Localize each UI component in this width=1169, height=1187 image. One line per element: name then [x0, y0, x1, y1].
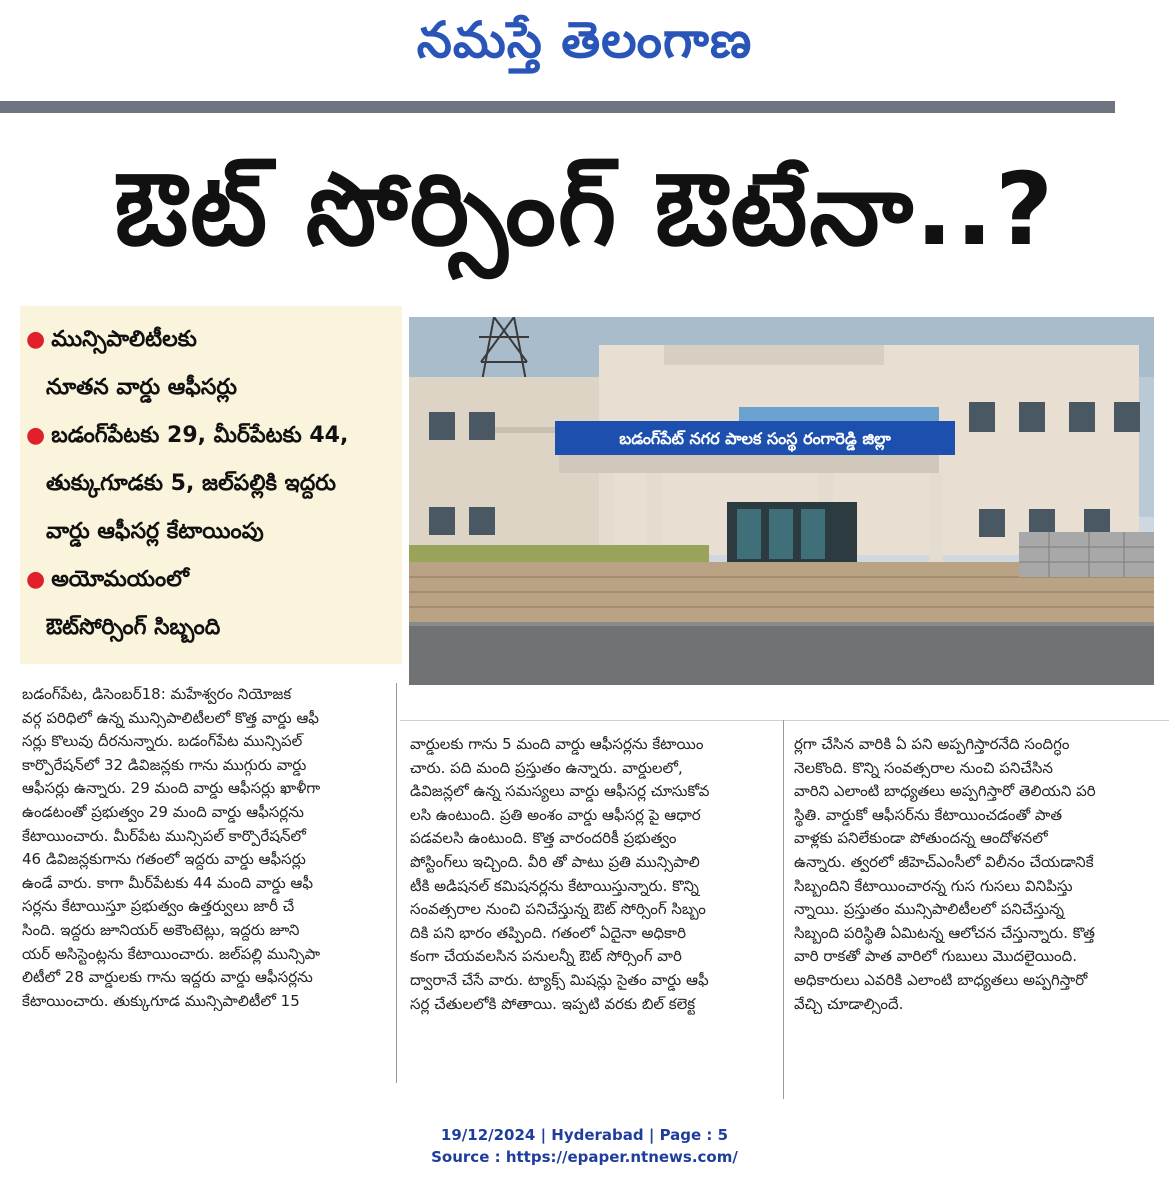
article-line: వార్డులకు గాను 5 మంది వార్డు ఆఫీసర్లను కేటాయిం	[410, 735, 704, 753]
article-line: టీకి అడిషనల్ కమిషనర్లను కేటాయిస్తున్నారు. కొన్ని	[410, 876, 699, 895]
article-line: ఆఫీసర్లు ఉన్నారు. 29 మంది వార్డు ఆఫీసర్లు ఖాళీగా	[22, 779, 321, 798]
highlight-item: నూతన వార్డు ఆఫీసర్లు	[46, 375, 238, 400]
article-line: సర్లను కేటాయిస్తూ ప్రభుత్వం ఉత్తర్వులు జారీ చే	[22, 897, 295, 916]
highlights-box	[20, 306, 402, 664]
article-line: బడంగ్‌పేట, డిసెంబర్18: మహేశ్వరం నియోజక	[22, 685, 292, 703]
highlight-item: ● మున్సిపాలిటీలకు	[26, 327, 197, 352]
article-line: 46 డివిజన్లకుగాను గతంలో ఇద్దరు వార్డు ఆఫీసర్లు	[22, 850, 306, 869]
column-divider	[783, 720, 784, 1100]
article-line: కేటాయించారు. తుక్కుగూడ మున్సిపాలిటీలో 15	[22, 991, 300, 1010]
article-line: సర్ల చేతులలోకి పోతాయి. ఇప్పటి వరకు బిల్ కలెక్ట	[410, 994, 696, 1013]
masthead-divider	[0, 101, 1115, 113]
page-bottom-mask	[0, 1099, 1169, 1123]
article-line: స్థితి. వార్డుకో ఆఫీసర్‌ను కేటాయించడంతో పాత	[794, 805, 1063, 824]
article-line: వర్గ పరిధిలో ఉన్న మున్సిపాలిటీలలో కొత్త వార్డు ఆఫీ	[22, 708, 319, 727]
highlight-item: వార్డు ఆఫీసర్ల కేటాయింపు	[46, 519, 264, 544]
photo-divider	[400, 720, 1169, 721]
article-line: ర్లగా చేసిన వారికి ఏ పని అప్పగిస్తారనేది సందిగ్ధం	[794, 735, 1070, 753]
article-line: యర్ అసిస్టెంట్లను కేటాయించారు. జల్‌పల్లి మున్సిపా	[22, 944, 321, 963]
article-line: కేటాయించారు. మీర్‌పేట మున్సిపల్ కార్పొరేషన్‌లో	[22, 826, 306, 845]
article-column-1	[22, 683, 384, 1013]
article-line: అధికారులు ఎవరికి ఎలాంటి బాధ్యతలు అప్పగిస్తారో	[794, 970, 1088, 989]
article-line: వాళ్లకు పనిలేకుండా పోతుందన్న ఆందోళనలో	[794, 829, 1048, 848]
article-line: వారిని ఎలాంటి బాధ్యతలు అప్పగిస్తారో తెలియని పరి	[794, 782, 1096, 801]
bullet-icon: ●	[26, 327, 46, 352]
column-divider	[396, 683, 397, 1083]
article-line: సిబ్బందిని కేటాయించారన్న గుస గుసలు వినిపిస్తు	[794, 876, 1073, 895]
article-line: నెలకొంది. కొన్ని సంవత్సరాల నుంచి పనిచేసిన	[794, 758, 1053, 777]
highlight-item: ● అయోమయంలో	[26, 567, 189, 592]
article-line: వేచ్చి చూడాల్సిందే.	[794, 994, 904, 1013]
bullet-icon: ●	[26, 567, 46, 592]
article-column-2	[410, 733, 770, 1016]
highlight-item: ● బడంగ్‌పేటకు 29, మీర్‌పేటకు 44,	[26, 423, 349, 448]
article-line: పోస్టింగ్‌లు ఇచ్చింది. వీరి తో పాటు ప్రతి మున్సిపాలి	[410, 852, 700, 871]
article-line: సర్లు కొలువు దీరనున్నారు. బడంగ్‌పేట మున్సిపల్	[22, 732, 303, 751]
building-sign-text: బడంగ్‌పేట్ నగర పాలక సంస్థ రంగారెడ్డి జిల్లా	[619, 429, 891, 448]
article-line: పడవలసి ఉంటుంది. కొత్త వారందరికీ ప్రభుత్వం	[410, 829, 677, 848]
highlight-item: తుక్కుగూడకు 5, జల్‌పల్లికి ఇద్దరు	[46, 471, 336, 496]
article-line: ఉండే వారు. కాగా మీర్‌పేటకు 44 మంది వార్డు ఆఫీ	[22, 873, 314, 892]
article-line: లసి ఉంటుంది. ప్రతి అంశం వార్డు ఆఫీసర్ల పై ఆధార	[410, 805, 701, 824]
article-line: దికి పని భారం తప్పింది. గతంలో ఏదైనా అధికారి	[410, 923, 686, 942]
newspaper-masthead: నమస్తే తెలంగాణ	[416, 11, 753, 69]
article-line: ద్వారానే చేసే వారు. ట్యాక్స్ మిషన్లు సైతం వార్డు ఆఫీ	[410, 970, 709, 989]
page-footer	[0, 1124, 1169, 1168]
footer-source-link[interactable]: Source : https://epaper.ntnews.com/	[431, 1148, 738, 1166]
article-headline: ఔట్ సోర్సింగ్ ఔటేనా..?	[114, 151, 1056, 268]
municipal-building-photo	[409, 317, 1154, 685]
article-line: సింది. ఇద్దరు జూనియర్ అకౌంటెట్లు, ఇద్దరు జూని	[22, 920, 300, 939]
article-line: ఉన్నారు. త్వరలో జీహెచ్‌ఎంసీలో విలీనం చేయడానికే	[794, 852, 1094, 871]
article-line: కంగా చేయవలసిన పనులన్నీ ఔట్ సోర్సింగ్ వారి	[410, 947, 682, 966]
article-line: కార్పొరేషన్‌లో 32 డివిజన్లకు గాను ముగ్గురు వార్డు	[22, 755, 307, 774]
bullet-icon: ●	[26, 423, 46, 448]
article-line: వారి రాకతో పాత వారిలో గుబులు మొదలైయింది.	[794, 947, 1078, 966]
article-column-3	[794, 733, 1154, 1016]
article-line: ఉండటంతో ప్రభుత్వం 29 మంది వార్డు ఆఫీసర్లను	[22, 802, 304, 821]
article-line: సిబ్బంది పరిస్థితి ఏమిటన్న ఆలోచన చేస్తున్నారు. కొత్త	[794, 923, 1095, 942]
article-line: లిటీలో 28 వార్డులకు గాను ఇద్దరు వార్డు ఆఫీసర్లను	[22, 968, 313, 987]
article-line: న్నాయి. ప్రస్తుతం మున్సిపాలిటీలలో పనిచేస్తున్న	[794, 900, 1065, 919]
highlight-item: ఔట్‌సోర్సింగ్ సిబ్బంది	[46, 615, 221, 640]
article-line: డివిజన్లలో ఉన్న సమస్యలు వార్డు ఆఫీసర్ల చూసుకోవ	[410, 782, 710, 801]
article-line: చారు. పది మంది ప్రస్తుతం ఉన్నారు. వార్డులలో,	[410, 758, 683, 777]
article-line: సంవత్సరాల నుంచి పనిచేస్తున్న ఔట్ సోర్సింగ్ సిబ్బం	[410, 900, 706, 919]
footer-date-location: 19/12/2024 | Hyderabad | Page : 5	[440, 1126, 729, 1144]
